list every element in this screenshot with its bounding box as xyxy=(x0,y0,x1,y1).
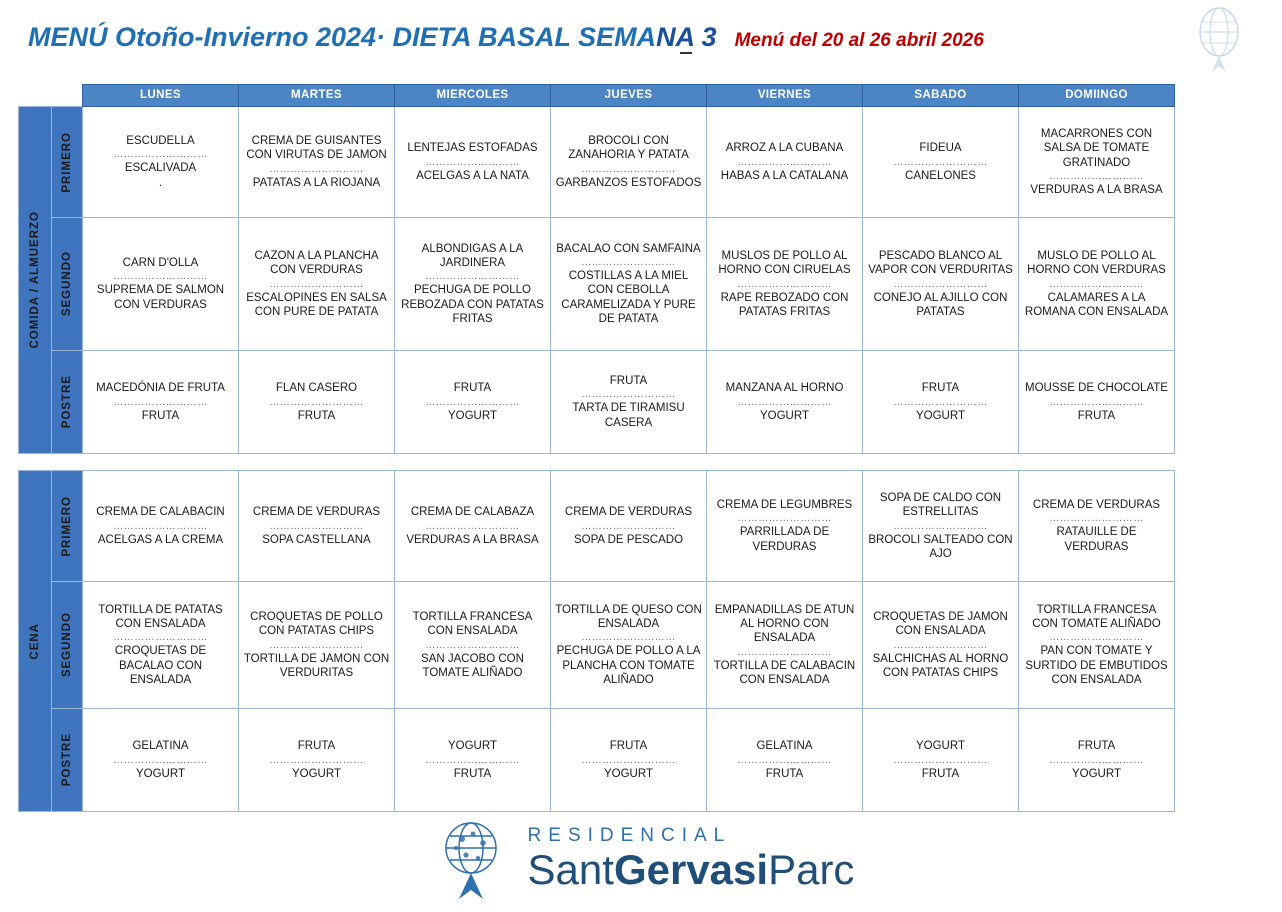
date-range: Menú del 20 al 26 abril 2026 xyxy=(734,30,984,51)
cell-lunch-segundo-miercoles: ALBONDIGAS A LA JARDINERA ……………………… PECHUGA DE POLLO REBOZADA CON PATATAS FRITAS xyxy=(395,218,551,351)
meal-label-cena-postre: POSTRE xyxy=(52,709,83,812)
dotted-separator: ……………………… xyxy=(269,755,364,765)
meal-label-primero: PRIMERO xyxy=(52,107,83,218)
brand-name-part2: Gervasi xyxy=(613,845,769,893)
dotted-separator: ……………………… xyxy=(1049,279,1144,289)
cell-lunch-primero-martes: CREMA DE GUISANTES CON VIRUTAS DE JAMON ……………………… PATATAS A LA RIOJANA xyxy=(239,107,395,218)
cell-dinner-postre-miercoles: YOGURT ……………………… FRUTA xyxy=(395,709,551,812)
cell-lunch-primero-sabado: FIDEUA ……………………… CANELONES xyxy=(863,107,1019,218)
brand-text xyxy=(528,826,855,891)
dotted-separator: ……………………… xyxy=(1049,171,1144,181)
brand-name xyxy=(527,845,855,893)
dotted-separator: ……………………… xyxy=(893,521,988,531)
day-header-sabado: SABADO xyxy=(863,85,1019,107)
cell-dinner-postre-domingo: FRUTA ……………………… YOGURT xyxy=(1019,709,1175,812)
dotted-separator: ……………………… xyxy=(581,633,676,643)
cell-lunch-segundo-lunes: CARN D'OLLA ……………………… SUPREMA DE SALMON CON VERDURAS xyxy=(83,218,239,351)
cell-dinner-primero-miercoles: CREMA DE CALABAZA ……………………… VERDURAS A LA BRASA xyxy=(395,471,551,582)
footer xyxy=(0,812,1282,904)
brand-logo xyxy=(428,815,855,901)
dotted-separator: ……………………… xyxy=(269,397,364,407)
dotted-separator: ……………………… xyxy=(581,164,676,174)
page-header xyxy=(28,22,1208,66)
dinner-row-segundo xyxy=(19,582,1175,709)
day-header-martes: MARTES xyxy=(239,85,395,107)
cell-dinner-postre-viernes: GELATINA ……………………… FRUTA xyxy=(707,709,863,812)
lunch-row-postre xyxy=(19,351,1175,454)
lunch-table-container xyxy=(18,84,1175,454)
dotted-separator: ……………………… xyxy=(113,397,208,407)
cell-dinner-segundo-domingo: TORTILLA FRANCESA CON TOMATE ALIÑADO ……………………… PAN CON TOMATE Y SURTIDO DE EMBUTIDOS CON ENSALADA xyxy=(1019,582,1175,709)
cell-lunch-primero-viernes: ARROZ A LA CUBANA ……………………… HABAS A LA CATALANA xyxy=(707,107,863,218)
cell-lunch-segundo-jueves: BACALAO CON SAMFAINA ……………………… COSTILLAS A LA MIEL CON CEBOLLA CARAMELIZADA Y PURE DE PATATA xyxy=(551,218,707,351)
dotted-separator: ……………………… xyxy=(425,755,520,765)
dotted-separator: ……………………… xyxy=(581,390,676,400)
dotted-separator: ……………………… xyxy=(581,257,676,267)
dotted-separator: ……………………… xyxy=(893,279,988,289)
dotted-separator: ……………………… xyxy=(1049,633,1144,643)
watermark-logo-icon xyxy=(1188,2,1250,74)
title-dash xyxy=(680,52,692,54)
brand-top-label: RESIDENCIAL xyxy=(527,824,732,846)
dotted-separator: ……………………… xyxy=(269,164,364,174)
page-title-week: NA 3 xyxy=(656,22,717,52)
dotted-separator: ……………………… xyxy=(737,397,832,407)
dinner-table-container xyxy=(18,470,1175,812)
dotted-separator: ……………………… xyxy=(737,647,832,657)
dotted-separator: ……………………… xyxy=(893,755,988,765)
cell-dinner-segundo-jueves: TORTILLA DE QUESO CON ENSALADA ……………………… PECHUGA DE POLLO A LA PLANCHA CON TOMATE ALIÑADO xyxy=(551,582,707,709)
dotted-separator: ……………………… xyxy=(425,397,520,407)
cell-dinner-primero-domingo: CREMA DE VERDURAS ……………………… RATAUILLE DE VERDURAS xyxy=(1019,471,1175,582)
cell-dinner-primero-viernes: CREMA DE LEGUMBRES ……………………… PARRILLADA DE VERDURAS xyxy=(707,471,863,582)
dotted-separator: ……………………… xyxy=(1049,397,1144,407)
dotted-separator: ……………………… xyxy=(113,633,208,643)
lunch-table xyxy=(18,84,1175,454)
cell-dinner-postre-lunes: GELATINA ……………………… YOGURT xyxy=(83,709,239,812)
cell-lunch-segundo-sabado: PESCADO BLANCO AL VAPOR CON VERDURITAS ……………………… CONEJO AL AJILLO CON PATATAS xyxy=(863,218,1019,351)
dotted-separator: ……………………… xyxy=(425,157,520,167)
dotted-separator: ……………………… xyxy=(737,514,832,524)
meal-label-postre: POSTRE xyxy=(52,351,83,454)
dotted-separator: ……………………… xyxy=(581,755,676,765)
dotted-separator: ……………………… xyxy=(581,521,676,531)
cell-lunch-primero-miercoles: LENTEJAS ESTOFADAS ……………………… ACELGAS A LA NATA xyxy=(395,107,551,218)
meal-label-cena-primero: PRIMERO xyxy=(52,471,83,582)
day-header-miercoles: MIERCOLES xyxy=(395,85,551,107)
brand-name-part3: Parc xyxy=(768,845,855,893)
cell-lunch-primero-domingo: MACARRONES CON SALSA DE TOMATE GRATINADO ……………………… VERDURAS A LA BRASA xyxy=(1019,107,1175,218)
cell-lunch-primero-jueves: BROCOLI CON ZANAHORIA Y PATATA ……………………… GARBANZOS ESTOFADOS xyxy=(551,107,707,218)
dinner-table xyxy=(18,470,1175,812)
cell-dinner-primero-jueves: CREMA DE VERDURAS ……………………… SOPA DE PESCADO xyxy=(551,471,707,582)
cell-lunch-primero-lunes: ESCUDELLA ……………………… ESCALIVADA . xyxy=(83,107,239,218)
corner-cell-2 xyxy=(52,85,83,107)
dotted-separator: ……………………… xyxy=(113,755,208,765)
cell-dinner-primero-lunes: CREMA DE CALABACIN ……………………… ACELGAS A LA CREMA xyxy=(83,471,239,582)
day-header-domingo: DOMIINGO xyxy=(1019,85,1175,107)
cell-lunch-segundo-viernes: MUSLOS DE POLLO AL HORNO CON CIRUELAS ……………………… RAPE REBOZADO CON PATATAS FRITAS xyxy=(707,218,863,351)
cell-dinner-segundo-miercoles: TORTILLA FRANCESA CON ENSALADA ……………………… SAN JACOBO CON TOMATE ALIÑADO xyxy=(395,582,551,709)
cell-dinner-postre-sabado: YOGURT ……………………… FRUTA xyxy=(863,709,1019,812)
cell-lunch-postre-lunes: MACEDÓNIA DE FRUTA ……………………… FRUTA xyxy=(83,351,239,454)
lunch-row-segundo xyxy=(19,218,1175,351)
day-header-lunes: LUNES xyxy=(83,85,239,107)
dotted-separator: ……………………… xyxy=(893,397,988,407)
dotted-separator: ……………………… xyxy=(269,279,364,289)
meal-label-cena-segundo: SEGUNDO xyxy=(52,582,83,709)
dotted-separator: ……………………… xyxy=(737,755,832,765)
day-header-jueves: JUEVES xyxy=(551,85,707,107)
meal-label-segundo: SEGUNDO xyxy=(52,218,83,351)
dotted-separator: ……………………… xyxy=(893,157,988,167)
cell-dinner-segundo-viernes: EMPANADILLAS DE ATUN AL HORNO CON ENSALADA ……………………… TORTILLA DE CALABACIN CON ENSALADA xyxy=(707,582,863,709)
dotted-separator: ……………………… xyxy=(113,150,208,160)
day-header-row xyxy=(19,85,1175,107)
brand-name-part1: Sant xyxy=(527,845,614,893)
dotted-separator: ……………………… xyxy=(269,521,364,531)
page-title: MENÚ Otoño-Invierno 2024· DIETA BASAL SEMA xyxy=(28,22,657,52)
dotted-separator: ……………………… xyxy=(425,521,520,531)
dinner-row-primero xyxy=(19,471,1175,582)
cell-lunch-segundo-martes: CAZON A LA PLANCHA CON VERDURAS ……………………… ESCALOPINES EN SALSA CON PURE DE PATATA xyxy=(239,218,395,351)
cell-lunch-segundo-domingo: MUSLO DE POLLO AL HORNO CON VERDURAS ……………………… CALAMARES A LA ROMANA CON ENSALADA xyxy=(1019,218,1175,351)
dotted-separator: ……………………… xyxy=(269,640,364,650)
cell-dinner-segundo-sabado: CROQUETAS DE JAMON CON ENSALADA ……………………… SALCHICHAS AL HORNO CON PATATAS CHIPS xyxy=(863,582,1019,709)
day-header-viernes: VIERNES xyxy=(707,85,863,107)
section-label-cena: CENA xyxy=(19,471,52,812)
dotted-separator: ……………………… xyxy=(737,157,832,167)
section-label-comida: COMIDA / ALMUERZO xyxy=(19,107,52,454)
dotted-separator: ……………………… xyxy=(893,640,988,650)
cell-lunch-postre-jueves: FRUTA ……………………… TARTA DE TIRAMISU CASERA xyxy=(551,351,707,454)
cell-dinner-segundo-lunes: TORTILLA DE PATATAS CON ENSALADA ……………………… CROQUETAS DE BACALAO CON ENSALADA xyxy=(83,582,239,709)
cell-dinner-postre-martes: FRUTA ……………………… YOGURT xyxy=(239,709,395,812)
corner-cell xyxy=(19,85,52,107)
cell-lunch-postre-viernes: MANZANA AL HORNO ……………………… YOGURT xyxy=(707,351,863,454)
cell-dinner-primero-sabado: SOPA DE CALDO CON ESTRELLITAS ……………………… BROCOLI SALTEADO CON AJO xyxy=(863,471,1019,582)
dotted-separator: ……………………… xyxy=(425,272,520,282)
cell-dinner-segundo-martes: CROQUETAS DE POLLO CON PATATAS CHIPS ……………………… TORTILLA DE JAMON CON VERDURITAS xyxy=(239,582,395,709)
lunch-row-primero xyxy=(19,107,1175,218)
dinner-row-postre xyxy=(19,709,1175,812)
cell-dinner-primero-martes: CREMA DE VERDURAS ……………………… SOPA CASTELLANA xyxy=(239,471,395,582)
cell-lunch-postre-martes: FLAN CASERO ……………………… FRUTA xyxy=(239,351,395,454)
cell-lunch-postre-sabado: FRUTA ……………………… YOGURT xyxy=(863,351,1019,454)
cell-dinner-postre-jueves: FRUTA ……………………… YOGURT xyxy=(551,709,707,812)
dotted-separator: ……………………… xyxy=(737,279,832,289)
dotted-separator: ……………………… xyxy=(1049,755,1144,765)
globe-logo-icon xyxy=(428,815,514,901)
dotted-separator: ……………………… xyxy=(113,521,208,531)
cell-lunch-postre-domingo: MOUSSE DE CHOCOLATE ……………………… FRUTA xyxy=(1019,351,1175,454)
dotted-separator: ……………………… xyxy=(425,640,520,650)
dotted-separator: ……………………… xyxy=(113,272,208,282)
cell-lunch-postre-miercoles: FRUTA ……………………… YOGURT xyxy=(395,351,551,454)
dotted-separator: ……………………… xyxy=(1049,514,1144,524)
